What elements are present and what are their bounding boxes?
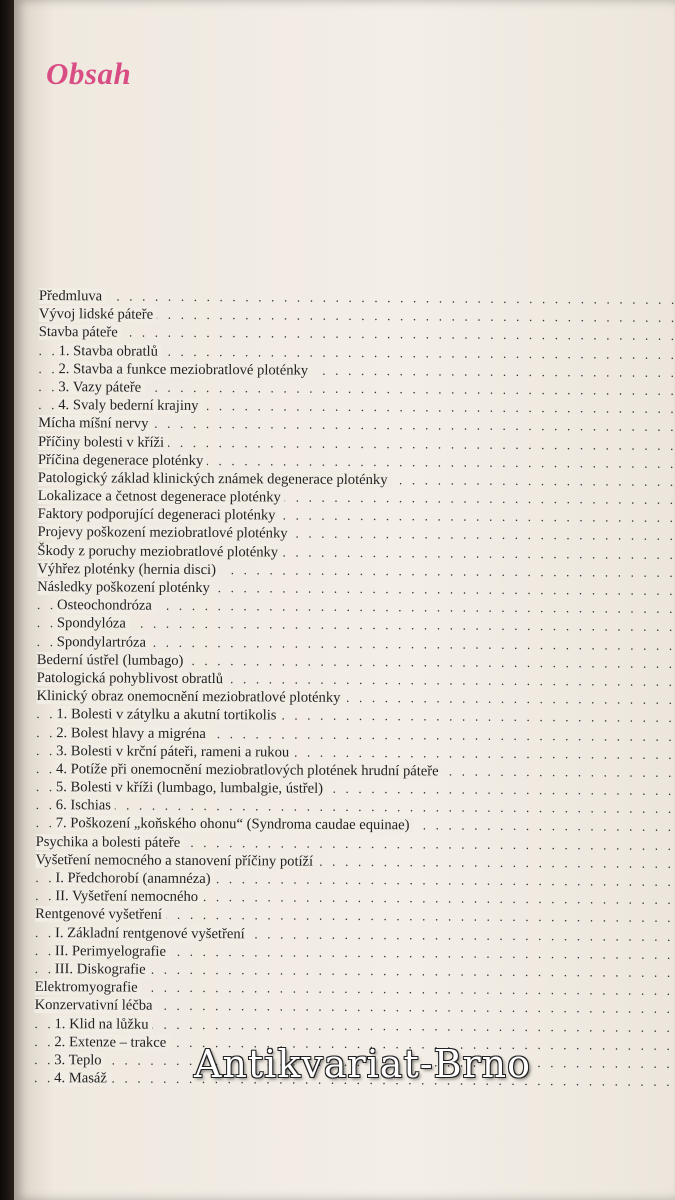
toc-entry-label: Bederní ústřel (lumbago) <box>37 652 188 669</box>
toc-entry-label: Rentgenové vyšetření <box>35 906 166 923</box>
toc-entry-label: 5. Bolesti v kříži (lumbago, lumbalgie, ústřel) <box>56 779 327 797</box>
toc-entry-label: Výhřez ploténky (hernia disci) <box>37 561 220 578</box>
toc-entry-label: Projevy poškození meziobratlové ploténky <box>37 524 291 542</box>
toc-entry-label: Vývoj lidské páteře <box>39 306 157 323</box>
table-of-contents <box>34 287 675 1091</box>
toc-entry-label: Psychika a bolesti páteře <box>36 834 185 851</box>
book-spine-shadow <box>0 0 14 1200</box>
page-title: Obsah <box>46 56 132 91</box>
toc-entry-label: 2. Bolest hlavy a migréna <box>56 725 210 742</box>
toc-entry-label: III. Diskografie <box>55 961 150 978</box>
toc-entry-label: Spondylóza <box>57 615 130 631</box>
toc-entry-label: Vyšetření nemocného a stanovení příčiny potíží <box>35 852 317 870</box>
watermark-text: Antikvariat-Brno <box>194 1042 532 1086</box>
toc-entry-label: Klinický obraz onemocnění meziobratlové ploténky <box>36 688 344 706</box>
toc-entry-label: Příčina degenerace ploténky <box>38 452 207 469</box>
toc-entry-label: Mícha míšní nervy <box>38 415 152 432</box>
toc-entry-label: 4. Masáž <box>54 1070 111 1086</box>
toc-entry-label: 1. Stavba obratlů <box>59 343 162 360</box>
toc-entry-label: 3. Vazy páteře <box>58 379 145 396</box>
toc-entry-label: Faktory podporující degeneraci ploténky <box>38 506 280 523</box>
toc-entry-label: Příčiny bolesti v kříži <box>38 433 168 450</box>
toc-entry-label: 2. Extenze – trakce <box>54 1034 170 1051</box>
toc-entry-label: I. Předchorobí (anamnéza) <box>55 870 214 887</box>
toc-entry-label: Škody z poruchy meziobratlové ploténky <box>37 543 282 560</box>
toc-entry-label: I. Základní rentgenové vyšetření <box>55 925 249 942</box>
book-page <box>14 0 675 1200</box>
toc-entry-label: 1. Klid na lůžku <box>54 1016 152 1033</box>
toc-entry-label: 3. Bolesti v krční páteři, rameni a rukou <box>56 743 293 760</box>
toc-entry-label: 4. Potíže při onemocnění meziobratlových plotének hrudní páteře <box>56 761 443 779</box>
toc-entry-label: Patologická pohyblivost obratlů <box>37 670 228 687</box>
toc-entry-label: Lokalizace a četnost degenerace ploténky <box>38 488 285 506</box>
toc-entry-label: Následky poškození ploténky <box>37 579 214 596</box>
toc-entry-label: Konzervativní léčba <box>35 997 157 1014</box>
toc-entry-label: Spondylartróza <box>57 634 150 651</box>
toc-entry-label: Stavba páteře <box>39 324 122 341</box>
toc-entry-label: 1. Bolesti v zátylku a akutní tortikolis <box>56 706 280 723</box>
toc-entry-label: 2. Stavba a funkce meziobratlové ploténky <box>58 361 312 379</box>
toc-entry-label: 3. Teplo <box>54 1052 105 1068</box>
toc-entry-label: II. Perimyelografie <box>55 943 170 960</box>
toc-entry-label: Osteochondróza <box>57 597 156 614</box>
toc-entry-label: II. Vyšetření nemocného <box>55 888 202 905</box>
toc-entry-label: 7. Poškození „koňského ohonu“ (Syndroma caudae equinae) <box>56 816 414 834</box>
toc-entry-label: Předmluva <box>39 288 106 304</box>
toc-entry-label: 4. Svaly bederní krajiny <box>58 397 202 414</box>
toc-entry-label: Patologický základ klinických známek degenerace ploténky <box>38 470 392 488</box>
toc-entry-label: Elektromyografie <box>35 979 142 996</box>
toc-entry-label: 6. Ischias <box>56 797 115 813</box>
